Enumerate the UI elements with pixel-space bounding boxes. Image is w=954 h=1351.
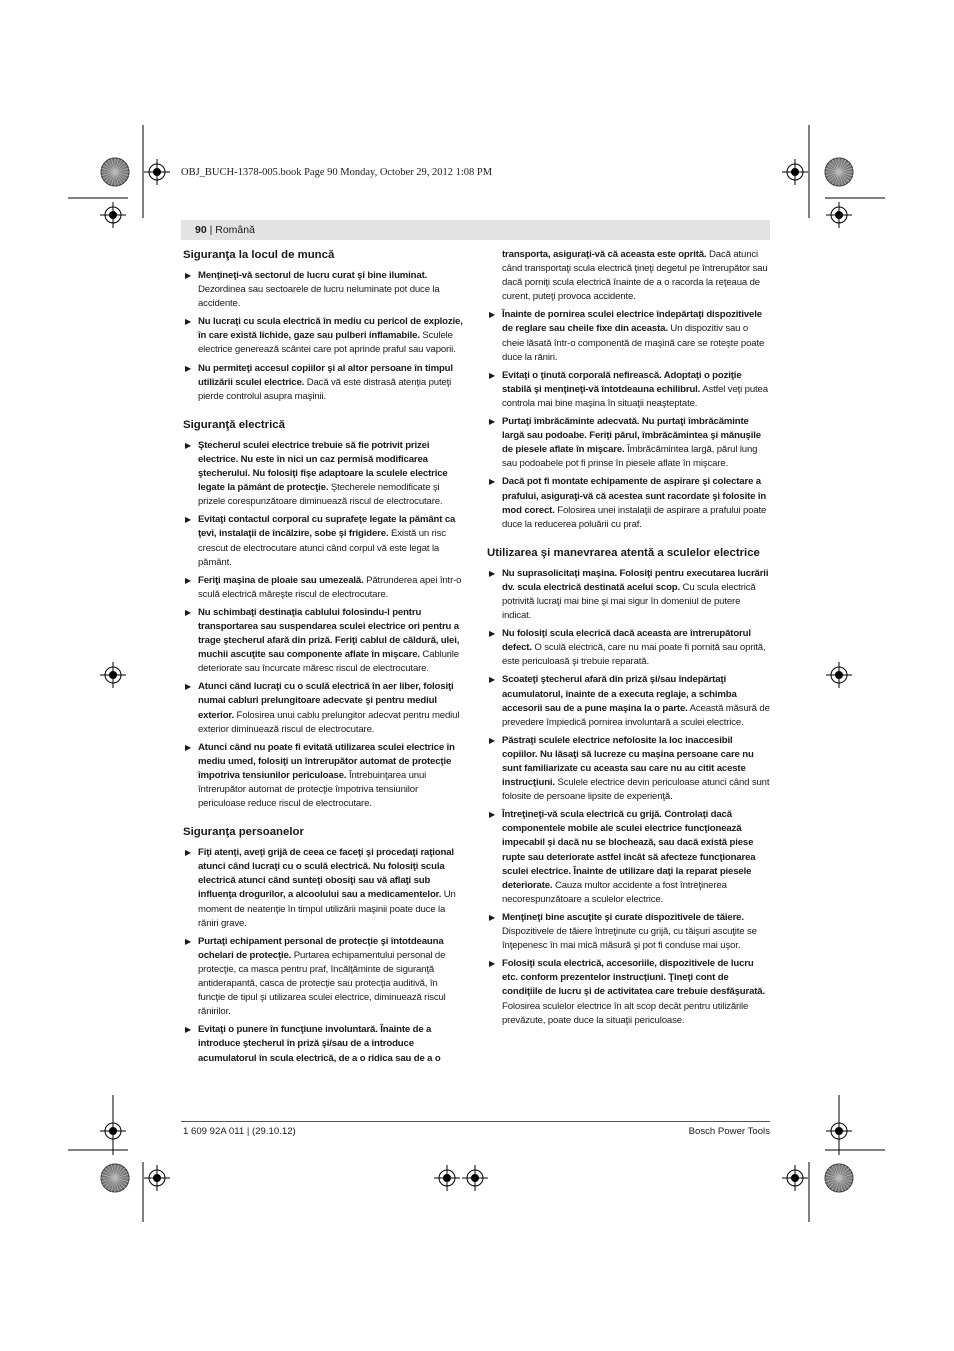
list-item-bold: Păstraţi sculele electrice nefolosite la loc inaccesibil copiilor. Nu lăsaţi să lucreze cu maşina persoane care nu sunt familiarizate cu aceasta sau care nu au citit aceste instrucţiuni.	[502, 734, 754, 789]
list-item-bold: Atunci când lucraţi cu o sculă electrică în aer liber, folosiţi numai cabluri prelungitoare adecvate şi pentru mediul exterior.	[198, 681, 454, 721]
list-item-text: Întrebuinţarea unui întrerupător automat de protecţie împotriva tensiunilor periculoase reduce riscul de electrocutare.	[198, 769, 427, 810]
registration-mark-icon	[826, 662, 852, 688]
footer-doc-number: 1 609 92A 011 | (29.10.12)	[183, 1126, 296, 1137]
list-item	[487, 567, 770, 623]
print-slug: OBJ_BUCH-1378-005.book Page 90 Monday, October 29, 2012 1:08 PM	[181, 167, 493, 178]
registration-mark-icon	[782, 1165, 808, 1191]
list-item-bold: Înainte de pornirea sculei electrice îndepărtaţi dispozitivele de reglare sau cheile fixe din aceasta.	[502, 309, 762, 335]
registration-mark-icon	[144, 159, 170, 185]
list-item	[183, 846, 467, 931]
section-title-workplace-safety: Siguranţa la locul de muncă	[183, 249, 335, 261]
triangle-right-icon: ▶	[185, 515, 192, 525]
list-item-text: Există un risc crescut de electrocutare atunci când corpul vă este legat la pământ.	[198, 528, 446, 568]
right-column	[487, 248, 770, 1032]
triangle-right-icon: ▶	[489, 735, 496, 745]
list-item	[183, 741, 467, 811]
triangle-right-icon: ▶	[185, 317, 192, 327]
page-number: 90	[195, 224, 207, 236]
list-item-text: Cu scula electrică potrivită lucraţi mai bine şi mai sigur în domeniul de putere indicat.	[502, 581, 756, 622]
triangle-right-icon: ▶	[489, 568, 496, 578]
registration-mark-icon	[826, 1118, 852, 1144]
list-item-text: Cauza multor accidente a fost întreţinerea necorespunzătoare a sculelor electrice.	[502, 879, 727, 905]
footer-brand: Bosch Power Tools	[688, 1126, 770, 1137]
color-registration-icon	[825, 1164, 853, 1192]
registration-mark-icon	[100, 202, 126, 228]
triangle-right-icon: ▶	[489, 310, 496, 320]
list-item-text: Îmbrăcămintea largă, părul lung sau podoabele pot fi prinse în piesele aflate în mişcare.	[502, 444, 758, 470]
triangle-right-icon: ▶	[185, 1025, 192, 1035]
list-item-bold: Întreţineţi-vă scula electrică cu grijă. Controlaţi dacă componentele mobile ale sculei electrice funcţionează impecabil şi dacă nu se blochează, sau dacă există piese rupte sau deteriorate astfel încât să afecteze funcţionarea sculei electrice. Înainte de utilizare daţi la reparat piesele deteriorate.	[502, 809, 756, 891]
list-item-bold: Nu suprasolicitaţi maşina. Folosiţi pentru executarea lucrării dv. scula electrică destinată acelui scop.	[502, 567, 769, 593]
list-item	[183, 680, 467, 736]
registration-mark-icon	[434, 1165, 460, 1191]
list-item	[487, 808, 770, 907]
list-item	[183, 439, 467, 509]
section-title-tool-use: Utilizarea şi manevrarea atentă a sculelor electrice	[487, 546, 760, 559]
list-item	[183, 1023, 467, 1065]
list-item-text: O sculă electrică, care nu mai poate fi pornită sau oprită, este periculoasă şi trebuie reparată.	[502, 642, 766, 668]
list-item-bold: Purtaţi îmbrăcăminte adecvată. Nu purtaţi îmbrăcăminte largă sau podoabe. Feriţi părul, îmbrăcămintea şi mănuşile de piesele aflate în mişcare.	[502, 416, 761, 456]
list-item-bold: Ştecherul sculei electrice trebuie să fie potrivit prizei electrice. Nu este în nici un caz permisă modificarea ştecherului. Nu folosiţi fişe adaptoare la sculele electrice legate la pământ de protecţie.	[198, 439, 448, 494]
list-item-bold: Scoateţi ştecherul afară din priză şi/sau îndepărtaţi acumulatorul, înainte de a executa reglaje, a schimba accesorii sau de a pune maşina la o parte.	[502, 674, 737, 714]
triangle-right-icon: ▶	[185, 271, 192, 280]
list-item-bold: Feriţi maşina de ploaie sau umezeală.	[198, 574, 364, 586]
list-electrical-safety	[183, 439, 467, 811]
registration-mark-icon	[462, 1165, 488, 1191]
registration-mark-icon	[100, 1118, 126, 1144]
list-item-text: Sculele electrice devin periculoase atunci când sunt folosite de persoane lipsite de experienţă.	[502, 777, 770, 803]
header-language: Română	[215, 224, 255, 236]
triangle-right-icon: ▶	[489, 959, 496, 969]
list-item	[487, 911, 770, 953]
triangle-right-icon: ▶	[489, 477, 496, 487]
triangle-right-icon: ▶	[185, 936, 192, 946]
list-item-bold: Dacă pot fi montate echipamente de aspirare şi colectare a prafului, asiguraţi-vă că acestea sunt racordate şi folosite în mod corect.	[502, 476, 767, 516]
list-item-text: Folosirea sculelor electrice în alt scop decât pentru utilizările prevăzute, poate duce la situaţii periculoase.	[502, 1000, 749, 1026]
list-item-text: Dacă atunci când transportaţi scula electrică ţineţi degetul pe întrerupător sau dacă porniţi scula electrică înainte de a o racorda la reţeaua de curent, puteţi provoca accidente.	[502, 249, 768, 303]
color-registration-icon	[101, 1164, 129, 1192]
list-item-bold: Nu folosiţi scula elecrică dacă aceasta are întrerupătorul defect.	[502, 628, 751, 654]
list-item-text: Această măsură de prevedere împiedică pornirea involuntară a sculei electrice.	[502, 702, 770, 728]
list-item	[183, 362, 467, 404]
list-item-text: Dezordinea sau sectoarele de lucru neluminate pot duce la accidente.	[198, 284, 440, 310]
footer-rule	[181, 1121, 770, 1122]
section-title-personal-safety: Siguranţa persoanelor	[183, 826, 304, 839]
list-item	[183, 606, 467, 676]
list-item	[487, 475, 770, 531]
header-separator: |	[206, 224, 216, 236]
registration-mark-icon	[826, 202, 852, 228]
list-item-text: Sculele electrice generează scântei care pot aprinde praful sau vaporii.	[198, 330, 456, 356]
list-item-text: Un moment de neatenţie în timpul utilizării maşinii poate duce la răniri grave.	[198, 889, 456, 929]
list-item-bold: Menţineţi-vă sectorul de lucru curat şi bine iluminat.	[198, 270, 428, 281]
list-item-text: Dispozitivele de tăiere întreţinute cu grijă, cu tăişuri ascuţite se înţepenesc în mai mică măsură şi pot fi conduse mai uşor.	[502, 926, 757, 952]
list-item	[487, 734, 770, 804]
triangle-right-icon: ▶	[489, 629, 496, 639]
registration-mark-icon	[144, 1165, 170, 1191]
list-item-bold: Purtaţi echipament personal de protecţie şi întotdeauna ochelari de protecţie.	[198, 935, 444, 961]
list-personal-safety-continued	[487, 308, 770, 531]
list-item-bold: Evitaţi o ţinută corporală nefirească. Adoptaţi o poziţie stabilă şi menţineţi-vă întotdeauna echilibrul.	[502, 369, 742, 395]
list-item-text: Un dispozitiv sau o cheie lăsată într-o componentă de maşină care se roteşte poate duce la răniri.	[502, 323, 765, 363]
page-header-text	[195, 224, 255, 236]
triangle-right-icon: ▶	[489, 810, 496, 820]
triangle-right-icon: ▶	[185, 607, 192, 617]
list-tool-use	[487, 567, 770, 1028]
triangle-right-icon: ▶	[185, 440, 192, 450]
list-item-text: Cablurile deteriorate sau încurcate măresc riscul de electrocutare.	[198, 649, 459, 675]
registration-mark-icon	[100, 662, 126, 688]
list-item-text: Pătrunderea apei într-o sculă electrică măreşte riscul de electrocutare.	[198, 574, 462, 600]
triangle-right-icon: ▶	[489, 912, 496, 922]
left-column	[183, 248, 467, 1070]
registration-mark-icon	[782, 159, 808, 185]
list-item	[183, 574, 467, 602]
list-item	[183, 269, 467, 311]
triangle-right-icon: ▶	[489, 370, 496, 380]
list-item-bold: Menţineţi bine ascuţite şi curate dispozitivele de tăiere.	[502, 911, 744, 923]
list-item	[487, 369, 770, 411]
triangle-right-icon: ▶	[185, 848, 192, 858]
section-title-electrical-safety: Siguranţă electrică	[183, 418, 285, 431]
list-item-bold: Folosiţi scula electrică, accesoriile, dispozitivele de lucru etc. conform prezentelor instrucţiuni. Ţineţi cont de condiţiile de lucru şi de activitatea care trebuie desfăşurată.	[502, 958, 766, 998]
list-item-bold: Nu lucraţi cu scula electrică în mediu cu pericol de explozie, în care există lichide, gaze sau pulberi inflamabile.	[198, 316, 463, 342]
color-registration-icon	[101, 158, 129, 186]
triangle-right-icon: ▶	[185, 575, 192, 585]
list-item-bold: Evitaţi o punere în funcţiune involuntară. Înainte de a introduce ştecherul în priză şi/sau de a introduce acumulatorul în scula electrică, de a o ridica sau de a o	[198, 1024, 441, 1064]
list-item	[487, 957, 770, 1027]
list-item-text: Folosirea unui cablu prelungitor adecvat pentru mediul exterior diminuează riscul de electrocutare.	[198, 709, 460, 735]
triangle-right-icon: ▶	[185, 742, 192, 752]
list-item	[183, 935, 467, 1020]
continued-item	[487, 248, 770, 304]
list-personal-safety	[183, 846, 467, 1065]
list-workplace-safety	[183, 269, 467, 404]
list-item-text: Folosirea unei instalaţii de aspirare a prafului poate duce la reducerea poluării cu praf.	[502, 504, 767, 530]
list-item	[487, 415, 770, 471]
list-item	[183, 513, 467, 569]
page-header	[181, 220, 770, 240]
list-item-bold: Fiţi atenţi, aveţi grijă de ceea ce faceţi şi procedaţi raţional atunci când lucraţi cu o sculă electrică. Nu folosiţi scula electrică atunci când sunteţi obosiţi sau vă aflaţi sub influenţa drogurilor, a alcoolului sau a medicamentelor.	[198, 847, 454, 901]
list-item-bold: Nu schimbaţi destinaţia cablului folosindu-l pentru transportarea sau suspendarea sculei electrice ori pentru a trage ştecherul afară din priză. Feriţi cablul de căldură, ulei, muchii ascuţite sau componente aflate în mişcare.	[198, 606, 460, 661]
list-item-text: Astfel veţi putea controla mai bine maşina în situaţii neaşteptate.	[502, 383, 768, 409]
list-item-bold: transporta, asiguraţi-vă că aceasta este oprită.	[502, 249, 707, 260]
list-item	[183, 315, 467, 357]
list-item-bold: Atunci când nu poate fi evitată utilizarea sculei electrice în mediu umed, folosiţi un întrerupător automat de protecţie împotriva tensiunilor periculoase.	[198, 741, 455, 781]
triangle-right-icon: ▶	[489, 675, 496, 685]
list-item-text: Ştecherele nemodificate şi prizele corespunzătoare diminuează riscul de electrocutare.	[198, 482, 443, 508]
list-item-bold: Evitaţi contactul corporal cu suprafeţe legate la pământ ca ţevi, instalaţii de încălzire, sobe şi frigidere.	[198, 514, 456, 540]
list-item	[487, 627, 770, 669]
triangle-right-icon: ▶	[489, 417, 496, 427]
triangle-right-icon: ▶	[185, 363, 192, 373]
list-item	[487, 673, 770, 729]
list-item-bold: Nu permiteţi accesul copiilor şi al altor persoane în timpul utilizării sculei electrice.	[198, 362, 453, 388]
list-item-text: Dacă vă este distrasă atenţia puteţi pierde controlul asupra maşinii.	[198, 376, 452, 402]
color-registration-icon	[825, 158, 853, 186]
list-item	[487, 308, 770, 364]
list-item-text: Purtarea echipamentului personal de protecţie, ca masca pentru praf, încălţăminte de siguranţă antiderapantă, casca de protecţie sau protecţia auditivă, în funcţie de tipul şi utilizarea sculei electrice, diminuează riscul rănirilor.	[198, 949, 446, 1018]
triangle-right-icon: ▶	[185, 682, 192, 692]
